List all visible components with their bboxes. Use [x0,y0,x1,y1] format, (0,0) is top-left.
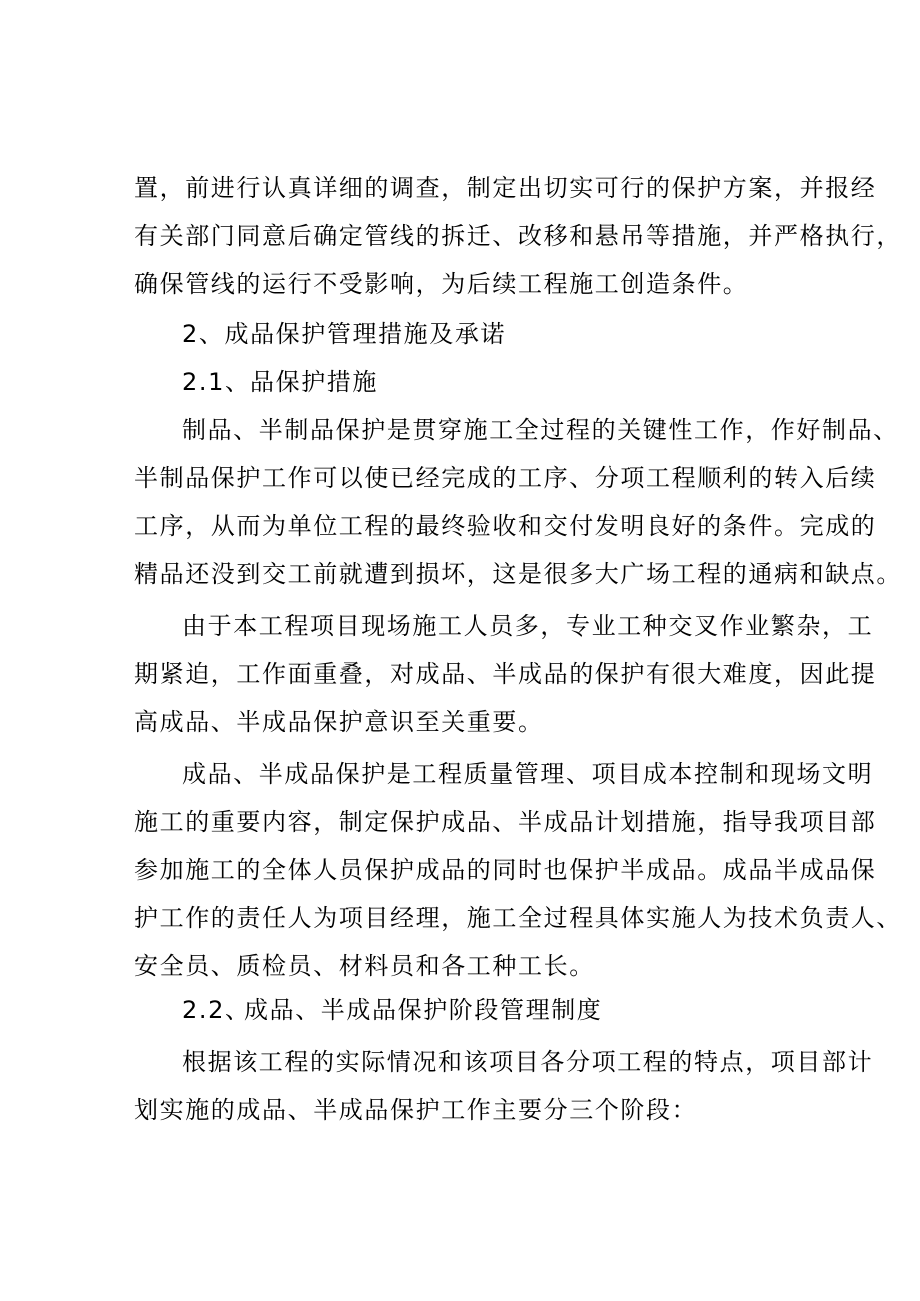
subsection-number: 2.2、 [182,996,251,1024]
text-line: 施工的重要内容，制定保护成品、半成品计划措施，指导我项目部 [134,808,877,836]
text-line: 护工作的责任人为项目经理，施工全过程具体实施人为技术负责人、 [134,904,902,932]
text-line: 确保管线的运行不受影响，为后续工程施工创造条件。 [134,270,749,298]
text-line: 根据该工程的实际情况和该项目各分项工程的特点，项目部计 [182,1048,874,1076]
text-line: 有关部门同意后确定管线的拆迁、改移和悬吊等措施，并严格执行， [134,222,902,250]
text-line: 制品、半制品保护是贯穿施工全过程的关键性工作，作好制品、 [182,416,899,444]
section-heading: 2、成品保护管理措施及承诺 [182,320,507,348]
text-line: 精品还没到交工前就遭到损坏，这是很多大广场工程的通病和缺点。 [134,560,902,588]
text-line: 置，前进行认真详细的调查，制定出切实可行的保护方案，并报经 [134,174,877,202]
text-line: 期紧迫，工作面重叠，对成品、半成品的保护有很大难度，因此提 [134,660,877,688]
text-line: 高成品、半成品保护意识至关重要。 [134,708,544,736]
text-line: 工序，从而为单位工程的最终验收和交付发明良好的条件。完成的 [134,512,877,540]
text-line: 由于本工程项目现场施工人员多，专业工种交叉作业繁杂，工 [182,612,874,640]
subsection-title: 品保护措施 [250,368,378,396]
subsection-number: 2.1、 [182,368,251,396]
text-line: 安全员、质检员、材料员和各工种工长。 [134,952,595,980]
text-line: 参加施工的全体人员保护成品的同时也保护半成品。成品半成品保 [134,856,877,884]
text-line: 半制品保护工作可以使已经完成的工序、分项工程顺利的转入后续 [134,464,877,492]
text-line: 划实施的成品、半成品保护工作主要分三个阶段： [134,1096,698,1124]
subsection-title: 成品、半成品保护阶段管理制度 [244,996,603,1024]
text-line: 成品、半成品保护是工程质量管理、项目成本控制和现场文明 [182,760,874,788]
